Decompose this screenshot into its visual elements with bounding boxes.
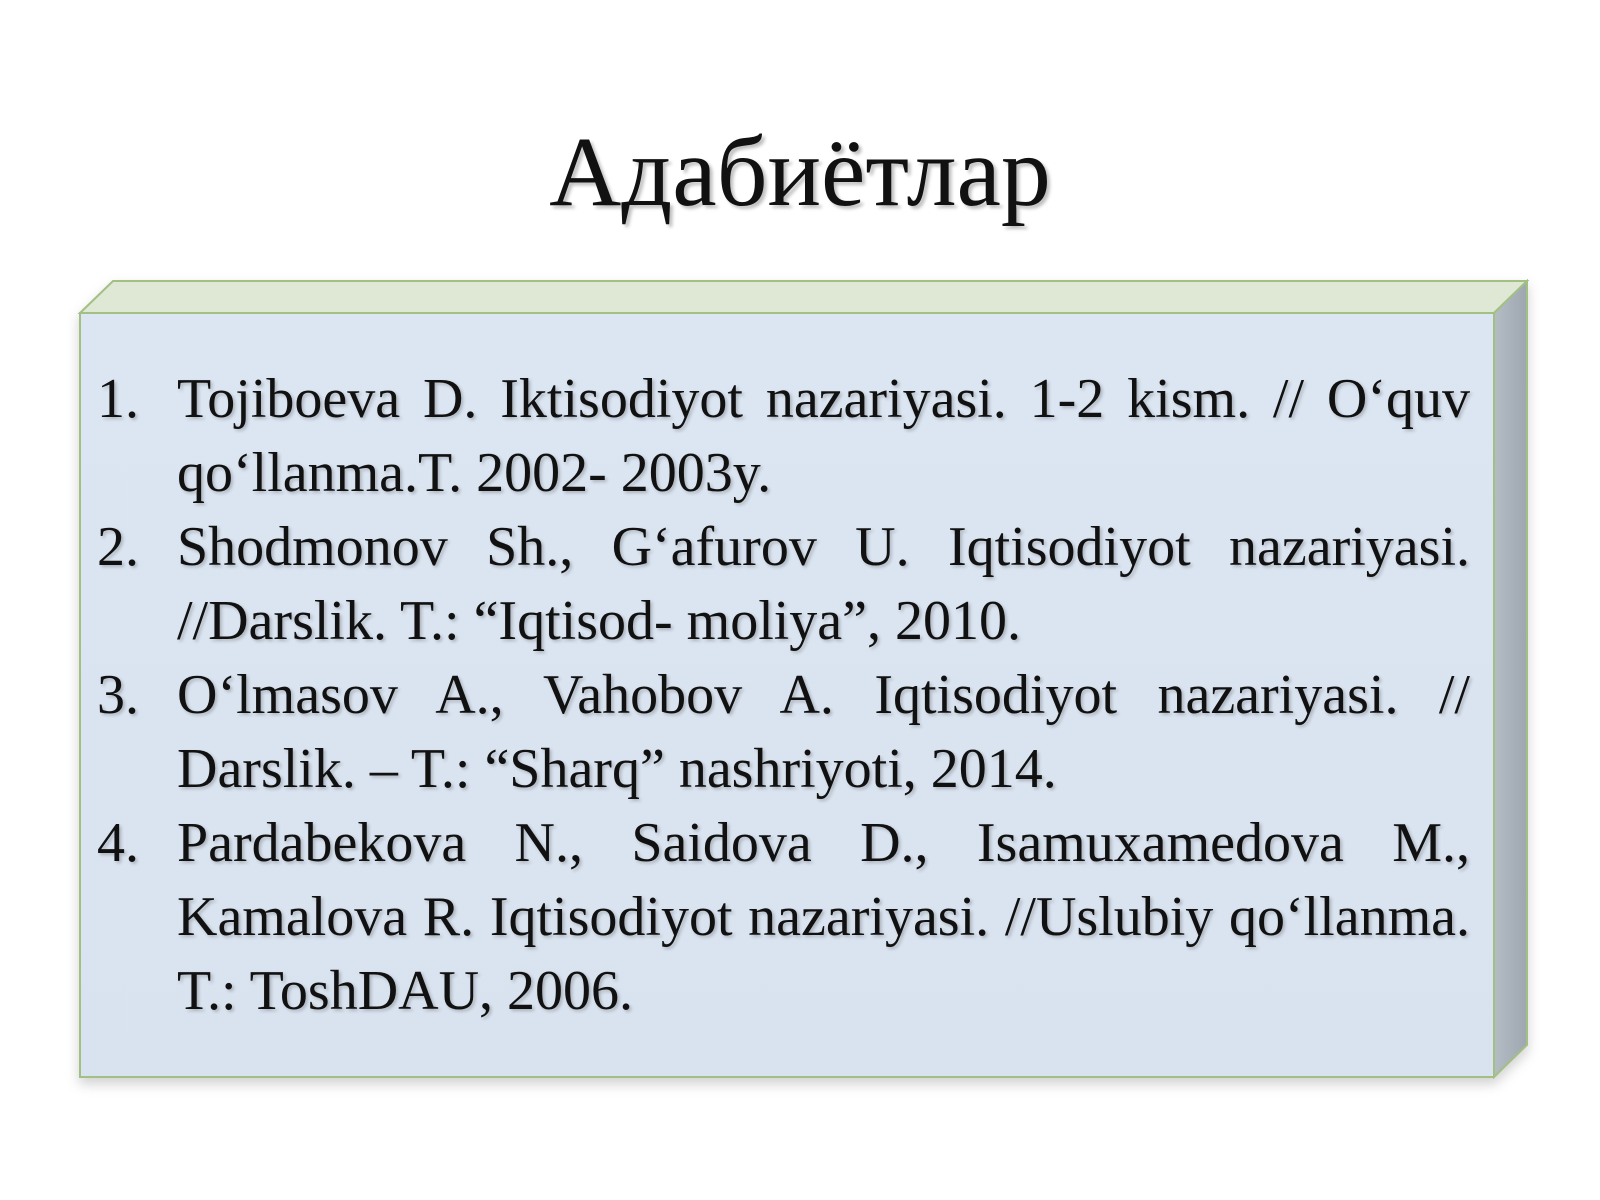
references-list [97, 362, 1470, 1028]
reference-text: Tojiboeva D. Iktisodiyot nazariyasi. 1-2 kism. // O‘quv qo‘llanma.T. 2002- 2003y. [177, 368, 1470, 504]
slide-title: Адабиётлар [549, 116, 1051, 227]
reference-text: Shodmonov Sh., G‘afurov U. Iqtisodiyot nazariyasi. //Darslik. T.: “Iqtisod- moliya”, 2010. [177, 516, 1470, 652]
reference-item-4 [97, 806, 1470, 1028]
reference-text: O‘lmasov A., Vahobov A. Iqtisodiyot nazariyasi. // Darslik. – T.: “Sharq” nashriyoti, 2014. [177, 664, 1470, 800]
reference-text: Pardabekova N., Saidova D., Isamuxamedova M., Kamalova R. Iqtisodiyot nazariyasi. //Uslubiy qo‘llanma. T.: ToshDAU, 2006. [177, 812, 1470, 1022]
reference-number: 1. [97, 368, 139, 430]
box-top-bevel [80, 281, 1527, 313]
reference-item-3 [97, 658, 1470, 806]
reference-number: 3. [97, 664, 139, 726]
reference-number: 2. [97, 516, 139, 578]
references-content [97, 362, 1470, 1062]
reference-item-2 [97, 510, 1470, 658]
reference-item-1 [97, 362, 1470, 510]
box-side-bevel [1494, 281, 1527, 1077]
reference-number: 4. [97, 812, 139, 874]
